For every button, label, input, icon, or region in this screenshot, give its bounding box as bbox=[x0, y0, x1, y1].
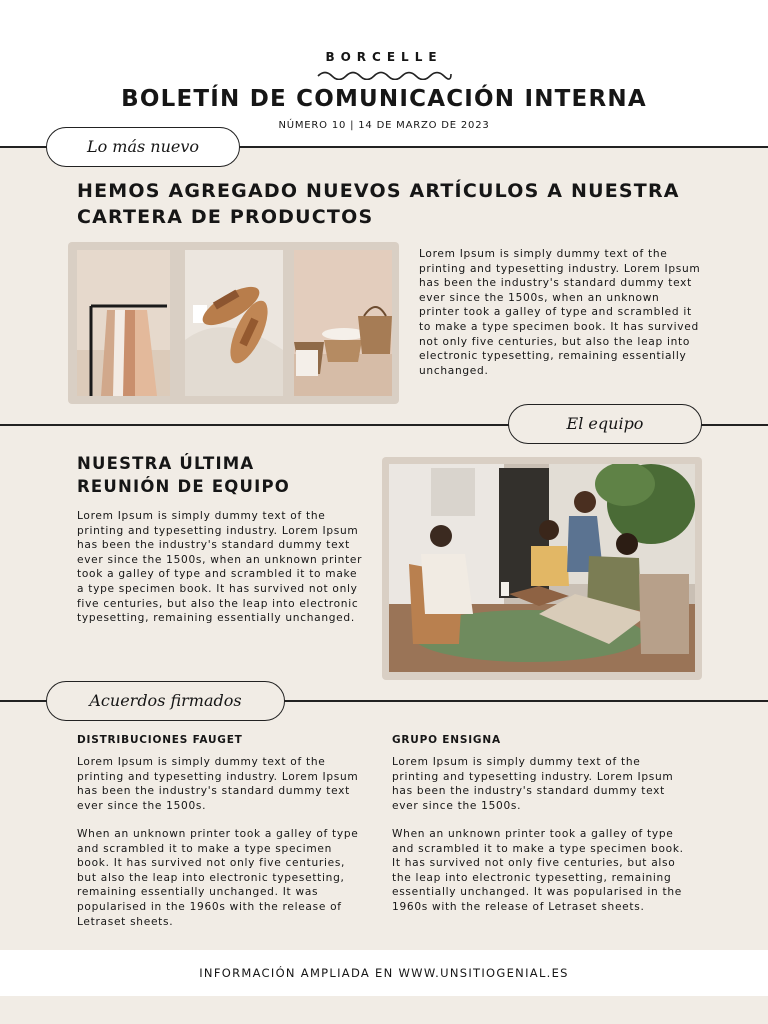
section-pill-team: El equipo bbox=[508, 404, 702, 444]
clothes-rack-photo bbox=[77, 250, 170, 396]
team-photo-frame bbox=[382, 457, 702, 680]
newsletter-title: BOLETÍN DE COMUNICACIÓN INTERNA bbox=[121, 86, 647, 112]
agreement-right-body-1: Lorem Ipsum is simply dummy text of the printing and typesetting industry. Lorem Ipsum has been the industry's standard dummy text ever since the 1500s. bbox=[392, 756, 674, 812]
team-meeting-body: Lorem Ipsum is simply dummy text of the printing and typesetting industry. Lorem Ipsum has been the industry's standard dummy text ever since the 1500s, when an unknown printer took a galley of type and scrambled it to make a type specimen book. It has survived not only five centuries, but also the leap into electronic typesetting, remaining essentially unchanged. bbox=[77, 510, 363, 625]
issue-info: NÚMERO 10 | 14 DE MARZO DE 2023 bbox=[278, 120, 490, 131]
agreement-left-body-2: When an unknown printer took a galley of type and scrambled it to make a type specimen book. It has survived not only five centuries, but also the leap into electronic typesetting, remaining essentially unchanged. It was popularised in the 1960s with the release of Letraset sheets. bbox=[77, 828, 359, 928]
baskets-hats-photo bbox=[294, 250, 392, 396]
brand-name: BORCELLE bbox=[325, 50, 443, 64]
agreement-left-body-1: Lorem Ipsum is simply dummy text of the printing and typesetting industry. Lorem Ipsum has been the industry's standard dummy text ever since the 1500s. bbox=[77, 756, 359, 812]
footer-website[interactable]: INFORMACIÓN AMPLIADA EN WWW.UNSITIOGENIAL.ES bbox=[0, 950, 768, 996]
team-meeting-heading bbox=[77, 452, 357, 498]
new-products-heading-line1: HEMOS AGREGADO NUEVOS ARTÍCULOS A NUESTRA bbox=[77, 180, 680, 202]
section-pill-new: Lo más nuevo bbox=[46, 127, 240, 167]
sandals-photo bbox=[185, 250, 283, 396]
agreement-right-body-2: When an unknown printer took a galley of type and scrambled it to make a type specimen book. It has survived not only five centuries, but also the leap into electronic typesetting, remaining essentially unchanged. It was popularised in the 1960s with the release of Letraset sheets. bbox=[392, 828, 684, 913]
new-products-heading-line2: CARTERA DE PRODUCTOS bbox=[77, 206, 374, 228]
agreement-right-title: GRUPO ENSIGNA bbox=[392, 734, 501, 746]
team-meeting-heading-line2: REUNIÓN DE EQUIPO bbox=[77, 477, 290, 496]
new-products-body: Lorem Ipsum is simply dummy text of the printing and typesetting industry. Lorem Ipsum has been the industry's standard dummy text ever since the 1500s, when an unknown printer took a galley of type and scrambled it to make a type specimen book. It has survived not only five centuries, but also the leap into electronic typesetting, remaining essentially unchanged. bbox=[419, 248, 701, 377]
wave-divider-icon bbox=[316, 68, 452, 80]
product-photos-frame bbox=[68, 242, 399, 404]
team-meeting-photo bbox=[389, 464, 695, 672]
agreement-left-title: DISTRIBUCIONES FAUGET bbox=[77, 734, 243, 746]
section-pill-agreements: Acuerdos firmados bbox=[46, 681, 285, 721]
new-products-heading bbox=[77, 178, 737, 230]
team-meeting-heading-line1: NUESTRA ÚLTIMA bbox=[77, 454, 255, 473]
